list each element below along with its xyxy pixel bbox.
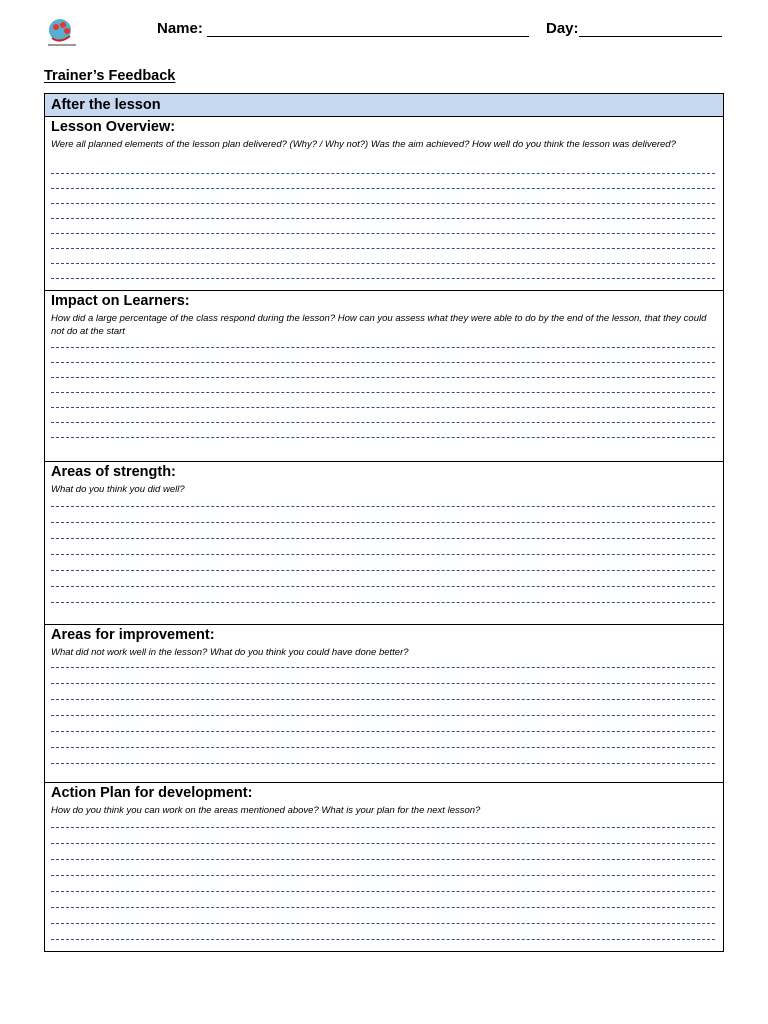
section-title: Lesson Overview: bbox=[51, 119, 176, 135]
writing-line[interactable] bbox=[51, 188, 715, 189]
writing-line[interactable] bbox=[51, 248, 715, 249]
writing-line[interactable] bbox=[51, 570, 715, 571]
writing-line[interactable] bbox=[51, 763, 715, 764]
writing-line[interactable] bbox=[51, 859, 715, 860]
section-title: Action Plan for development: bbox=[51, 785, 253, 801]
writing-line[interactable] bbox=[51, 173, 715, 174]
writing-line[interactable] bbox=[51, 263, 715, 264]
section-question: How do you think you can work on the areas mentioned above? What is your plan for the next lesson? bbox=[51, 805, 481, 816]
name-field[interactable] bbox=[157, 20, 529, 37]
writing-line[interactable] bbox=[51, 407, 715, 408]
writing-line[interactable] bbox=[51, 218, 715, 219]
day-line[interactable] bbox=[579, 20, 722, 37]
section-lesson-overview bbox=[45, 116, 723, 290]
section-impact-on-learners bbox=[45, 290, 723, 461]
form-banner: After the lesson bbox=[45, 94, 723, 117]
writing-line[interactable] bbox=[51, 347, 715, 348]
writing-line[interactable] bbox=[51, 538, 715, 539]
section-title: Areas for improvement: bbox=[51, 627, 215, 643]
writing-line[interactable] bbox=[51, 278, 715, 279]
name-line[interactable] bbox=[207, 20, 529, 37]
writing-line[interactable] bbox=[51, 522, 715, 523]
document-title: Trainer’s Feedback bbox=[44, 68, 176, 84]
section-question: What do you think you did well? bbox=[51, 484, 185, 495]
writing-line[interactable] bbox=[51, 586, 715, 587]
day-field[interactable] bbox=[546, 20, 722, 37]
writing-line[interactable] bbox=[51, 827, 715, 828]
writing-line[interactable] bbox=[51, 731, 715, 732]
section-action-plan bbox=[45, 782, 723, 953]
section-question: Were all planned elements of the lesson plan delivered? (Why? / Why not?) Was the aim achieved? How well do you think the lesson was delivered? bbox=[51, 139, 676, 150]
section-areas-of-strength bbox=[45, 461, 723, 624]
writing-line[interactable] bbox=[51, 602, 715, 603]
section-title: Impact on Learners: bbox=[51, 293, 190, 309]
writing-line[interactable] bbox=[51, 233, 715, 234]
writing-line[interactable] bbox=[51, 843, 715, 844]
writing-line[interactable] bbox=[51, 683, 715, 684]
writing-line[interactable] bbox=[51, 392, 715, 393]
writing-line[interactable] bbox=[51, 506, 715, 507]
section-question: What did not work well in the lesson? What do you think you could have done better? bbox=[51, 647, 409, 658]
writing-line[interactable] bbox=[51, 923, 715, 924]
section-title: Areas of strength: bbox=[51, 464, 176, 480]
writing-line[interactable] bbox=[51, 715, 715, 716]
section-areas-for-improvement bbox=[45, 624, 723, 782]
writing-line[interactable] bbox=[51, 667, 715, 668]
writing-line[interactable] bbox=[51, 362, 715, 363]
day-label: Day: bbox=[546, 20, 579, 37]
writing-line[interactable] bbox=[51, 907, 715, 908]
writing-line[interactable] bbox=[51, 554, 715, 555]
writing-line[interactable] bbox=[51, 939, 715, 940]
writing-line[interactable] bbox=[51, 422, 715, 423]
writing-line[interactable] bbox=[51, 377, 715, 378]
writing-line[interactable] bbox=[51, 891, 715, 892]
feedback-form bbox=[44, 93, 724, 952]
organization-logo bbox=[44, 16, 80, 48]
section-question: How did a large percentage of the class respond during the lesson? How can you assess what they were able to do by the end of the lesson, that they could not do at the start bbox=[51, 313, 707, 337]
name-label: Name: bbox=[157, 20, 203, 37]
writing-line[interactable] bbox=[51, 747, 715, 748]
writing-line[interactable] bbox=[51, 437, 715, 438]
writing-line[interactable] bbox=[51, 699, 715, 700]
writing-line[interactable] bbox=[51, 875, 715, 876]
writing-line[interactable] bbox=[51, 203, 715, 204]
